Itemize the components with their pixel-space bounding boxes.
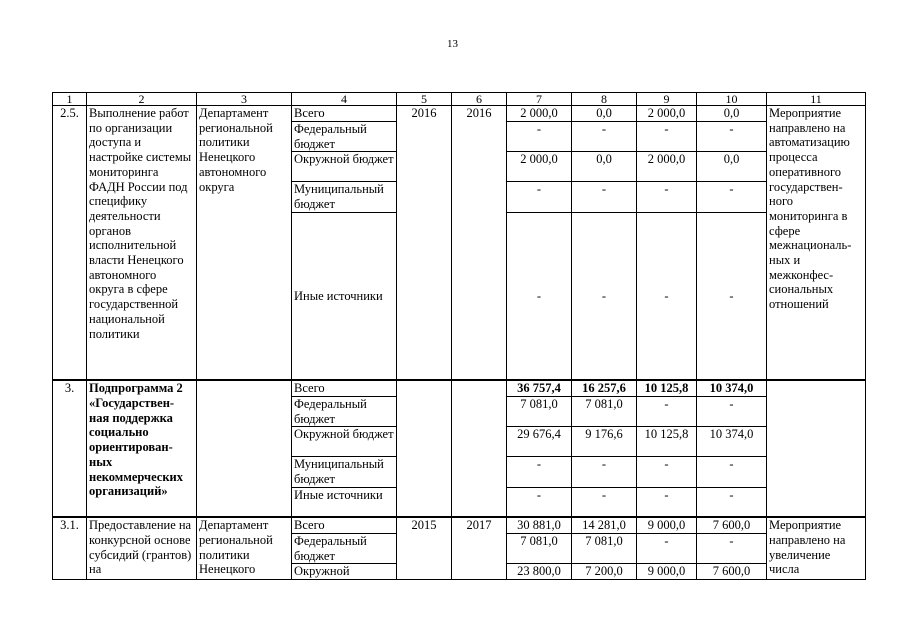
value-2016: 2 000,0 [637,106,697,122]
source-name: Окружной бюджет [292,427,397,457]
table-row [53,517,866,533]
value-2015: 0,0 [572,106,637,122]
value-2015: - [572,487,637,517]
value-2016: 9 000,0 [637,517,697,533]
source-name: Всего [292,517,397,533]
header-cell-4: 4 [292,93,397,106]
year-end-empty [452,380,507,517]
header-cell-5: 5 [397,93,452,106]
year-end: 2016 [452,106,507,381]
table-row [53,380,866,396]
value-total: 23 800,0 [507,564,572,580]
source-name: Федеральный бюджет [292,122,397,152]
header-cell-3: 3 [197,93,292,106]
budget-table [52,92,866,580]
value-total: 36 757,4 [507,380,572,396]
value-2017: 10 374,0 [697,427,767,457]
year-start-empty [397,380,452,517]
value-2017: - [697,487,767,517]
row-number: 3.1. [53,517,87,580]
value-2017: 7 600,0 [697,564,767,580]
year-start: 2016 [397,106,452,381]
value-2016: - [637,534,697,564]
value-2016: 10 125,8 [637,427,697,457]
year-end: 2017 [452,517,507,580]
header-cell-7: 7 [507,93,572,106]
value-2016: - [637,397,697,427]
executor: Департамент региональной политики Ненецкого автономного округа [197,106,292,381]
source-name: Всего [292,106,397,122]
activity-name: Выполнение работ по организации доступа и настройке системы мониторинга ФАДН России под специфику деятельности органов исполнительной власти Ненецкого автономного округа в сфере государственной национальной политики [87,106,197,381]
source-name: Муниципальный бюджет [292,182,397,212]
value-2015: - [572,212,637,380]
value-2017: 0,0 [697,106,767,122]
note-empty [767,380,866,517]
source-name: Федеральный бюджет [292,534,397,564]
header-cell-11: 11 [767,93,866,106]
value-2015: 0,0 [572,152,637,182]
value-2016: - [637,457,697,487]
source-name: Всего [292,380,397,396]
source-name: Муниципальный бюджет [292,457,397,487]
budget-table-container [52,92,865,580]
value-2017: - [697,397,767,427]
source-name: Иные источники [292,212,397,380]
year-start: 2015 [397,517,452,580]
value-2016: - [637,487,697,517]
subprogram-name: Подпрограмма 2 «Государствен-ная поддержка социально ориентирован-ных некоммерческих организаций» [87,380,197,517]
value-total: 2 000,0 [507,152,572,182]
value-2015: 14 281,0 [572,517,637,533]
value-total: - [507,212,572,380]
value-total: 7 081,0 [507,397,572,427]
header-cell-8: 8 [572,93,637,106]
header-cell-1: 1 [53,93,87,106]
value-2017: - [697,534,767,564]
value-total: 30 881,0 [507,517,572,533]
value-2015: 16 257,6 [572,380,637,396]
row-number: 3. [53,380,87,517]
value-total: - [507,457,572,487]
value-total: 29 676,4 [507,427,572,457]
value-2016: - [637,122,697,152]
note: Мероприятие направлено на автоматизацию процесса оперативного государствен-ного мониторинга в сфере межнациональ-ных и межконфес-сиональных отношений [767,106,866,381]
value-2015: - [572,457,637,487]
source-name: Иные источники [292,487,397,517]
source-name: Федеральный бюджет [292,397,397,427]
value-2016: - [637,182,697,212]
value-2016: 10 125,8 [637,380,697,396]
value-total: - [507,487,572,517]
value-2015: 9 176,6 [572,427,637,457]
row-number: 2.5. [53,106,87,381]
source-name: Окружной бюджет [292,152,397,182]
value-total: - [507,122,572,152]
activity-name: Предоставление на конкурсной основе субсидий (грантов) на [87,517,197,580]
value-2016: - [637,212,697,380]
executor: Департамент региональной политики Ненецкого [197,517,292,580]
note: Мероприятие направлено на увеличение числа [767,517,866,580]
header-cell-2: 2 [87,93,197,106]
value-2017: - [697,457,767,487]
value-2017: - [697,212,767,380]
value-total: 7 081,0 [507,534,572,564]
value-2017: - [697,182,767,212]
header-cell-10: 10 [697,93,767,106]
value-total: 2 000,0 [507,106,572,122]
value-2015: 7 081,0 [572,397,637,427]
value-total: - [507,182,572,212]
header-cell-9: 9 [637,93,697,106]
header-row [53,93,866,106]
value-2015: - [572,122,637,152]
value-2016: 2 000,0 [637,152,697,182]
page-number: 13 [447,38,458,50]
value-2017: 10 374,0 [697,380,767,396]
value-2015: - [572,182,637,212]
value-2017: 7 600,0 [697,517,767,533]
value-2015: 7 200,0 [572,564,637,580]
value-2016: 9 000,0 [637,564,697,580]
value-2017: 0,0 [697,152,767,182]
value-2017: - [697,122,767,152]
source-name: Окружной [292,564,397,580]
executor-empty [197,380,292,517]
header-cell-6: 6 [452,93,507,106]
table-row [53,106,866,122]
value-2015: 7 081,0 [572,534,637,564]
